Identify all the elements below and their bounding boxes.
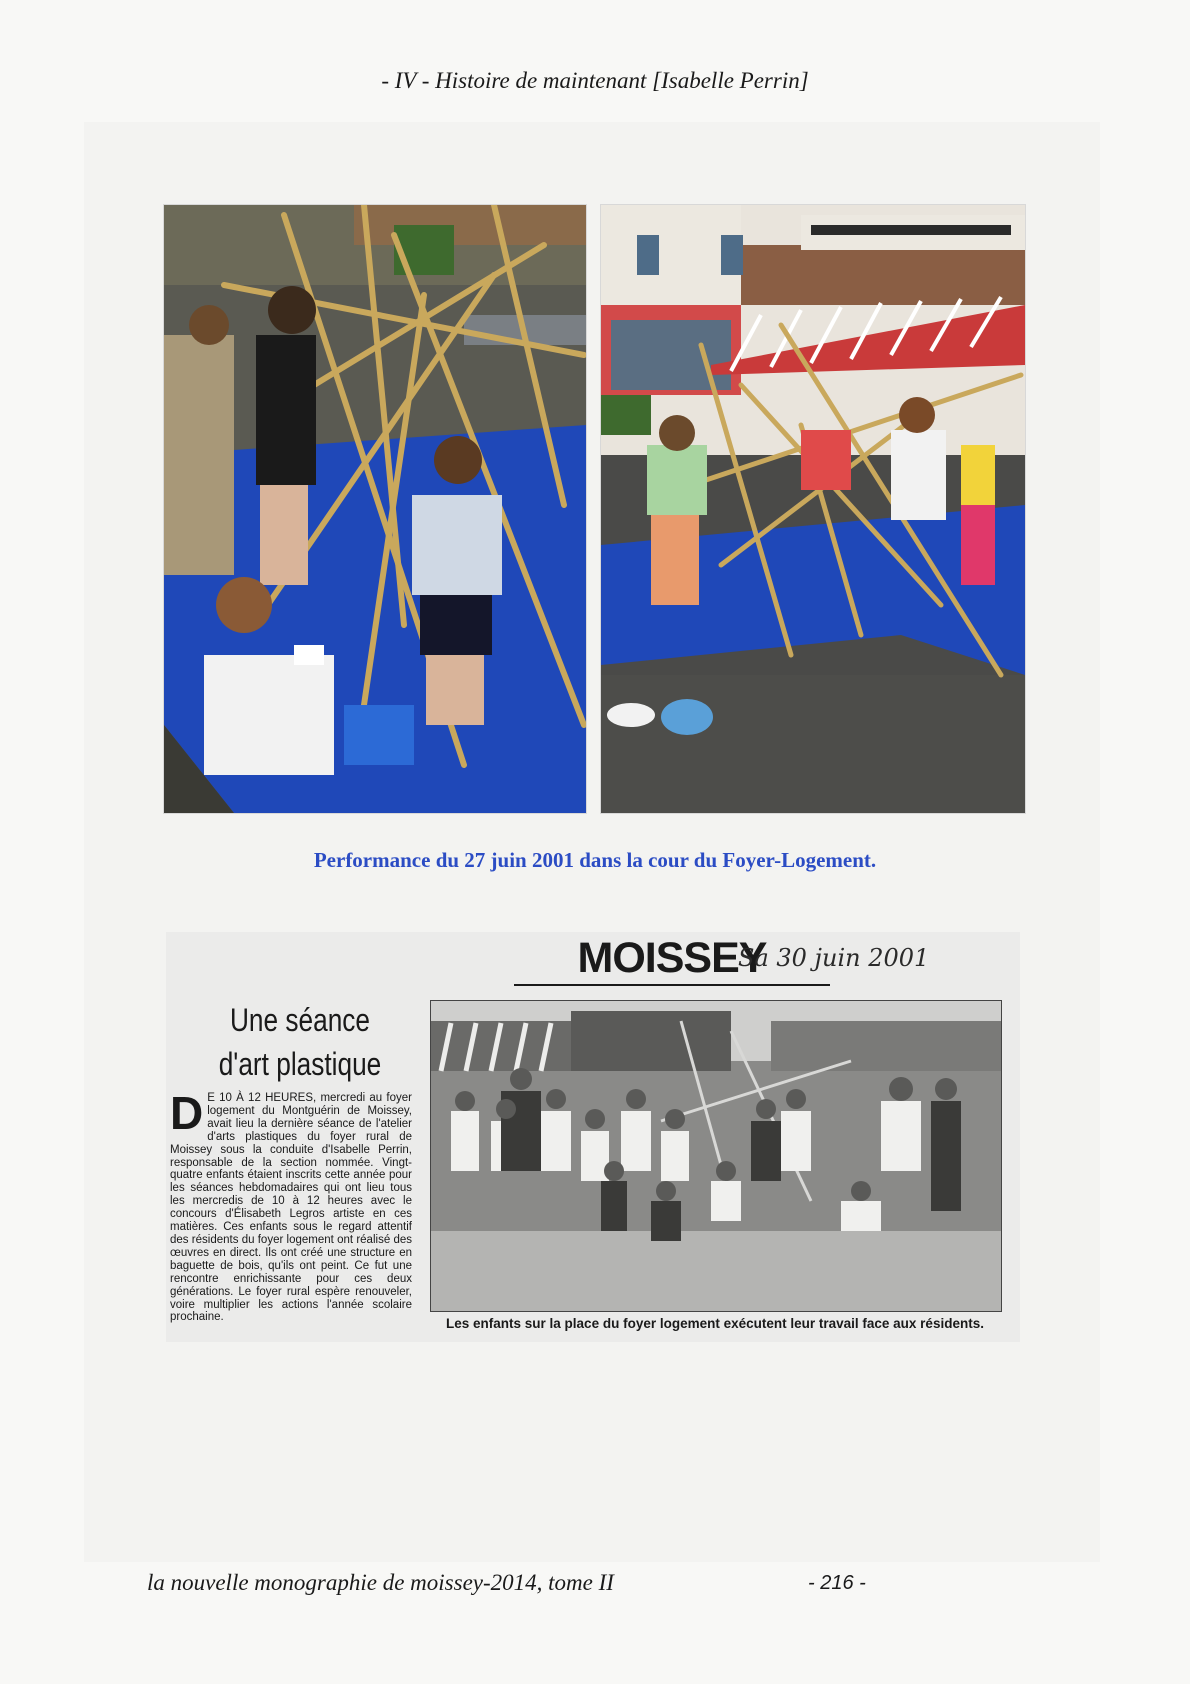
newspaper-clipping [166,932,1020,1342]
masthead-underline [514,984,830,986]
article-headline [202,998,399,1086]
group-photo-children-and-residents [430,1000,1002,1312]
headline-line-1: Une séance [229,1002,371,1038]
article-lead: E 10 À 12 HEURES [207,1092,314,1104]
page-number: - 216 - [808,1572,866,1594]
article-body [170,1087,412,1324]
newspaper-photo-caption: Les enfants sur la place du foyer logement exécutent leur travail face aux résidents. [446,1316,984,1331]
article-text: , mercredi au foyer logement du Montguérin de Moissey, avait lieu la dernière séance de l'atelier d'arts plastiques du foyer rural de Moissey sous la conduite d'Isabelle Perrin, responsable de la section nommée. Vingt-quatre enfants étaient inscrits cette année pour les séances hebdomadaires qui ont lieu tous les mercredis de 10 à 12 heures avec le concours d'Élisabeth Legros artiste en ces matières. Ces enfants sous le regard attentif des résidents du foyer logement ont réalisé des œuvres en direct. Ils ont créé une structure en baguette de bois, qu'ils ont peint. Ce fut une rencontre enrichissante pour ces deux générations. Le foyer rural espère renouveler, voire multiplier les actions l'année scolaire prochaine. [170,1092,412,1324]
photo-caption: Performance du 27 juin 2001 dans la cour du Foyer-Logement. [313,848,877,872]
article-dropcap: D [170,1087,204,1139]
handwritten-date: Sa 30 juin 2001 [738,944,930,972]
children-painting-bamboo-structure-photo [163,204,587,814]
page-header: - IV - Histoire de maintenant [Isabelle Perrin] [381,68,809,93]
footer-title: la nouvelle monographie de moissey-2014, tome II [147,1570,614,1595]
newspaper-masthead: MOISSEY [577,934,767,982]
headline-line-2: d'art plastique [218,1046,382,1082]
children-around-bamboo-structure-courtyard-photo [600,204,1026,814]
